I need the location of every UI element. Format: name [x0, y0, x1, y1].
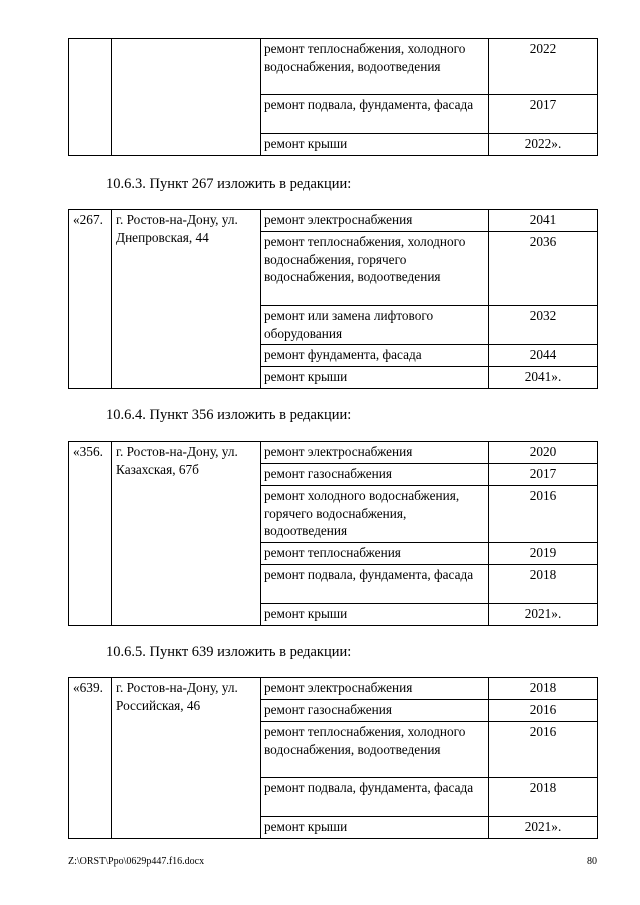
work-cell: ремонт теплоснабжения — [261, 542, 489, 564]
year-cell: 2018 — [489, 778, 598, 817]
year-cell: 2041 — [489, 210, 598, 232]
work-cell: ремонт подвала, фундамента, фасада — [261, 778, 489, 817]
year-cell: 2044 — [489, 345, 598, 367]
work-cell: ремонт газоснабжения — [261, 700, 489, 722]
item-356-table — [68, 441, 598, 626]
work-cell: ремонт или замена лифтового оборудования — [261, 306, 489, 345]
continuation-table — [68, 38, 598, 156]
item-number: «356. — [69, 442, 112, 626]
work-cell: ремонт подвала, фундамента, фасада — [261, 95, 489, 134]
address-cell — [112, 39, 261, 156]
item-number: «639. — [69, 678, 112, 839]
year-cell: 2018 — [489, 678, 598, 700]
work-cell: ремонт крыши — [261, 603, 489, 625]
year-cell: 2016 — [489, 722, 598, 778]
item-267-table — [68, 209, 598, 389]
work-cell: ремонт крыши — [261, 817, 489, 839]
year-cell: 2019 — [489, 542, 598, 564]
year-cell: 2017 — [489, 95, 598, 134]
work-cell: ремонт теплоснабжения, холодного водоснабжения, горячего водоснабжения, водоотведения — [261, 232, 489, 306]
year-cell: 2016 — [489, 486, 598, 543]
footer-file-path: Z:\ORST\Ppo\0629p447.f16.docx — [68, 856, 205, 867]
item-number: «267. — [69, 210, 112, 389]
work-cell: ремонт теплоснабжения, холодного водоснабжения, водоотведения — [261, 39, 489, 95]
page-number: 80 — [587, 856, 597, 867]
year-cell: 2022». — [489, 134, 598, 156]
year-cell: 2021». — [489, 603, 598, 625]
work-cell: ремонт электроснабжения — [261, 678, 489, 700]
section-heading: 10.6.5. Пункт 639 изложить в редакции: — [106, 644, 352, 660]
item-639-table — [68, 677, 598, 839]
work-cell: ремонт крыши — [261, 367, 489, 389]
work-cell: ремонт фундамента, фасада — [261, 345, 489, 367]
work-cell: ремонт холодного водоснабжения, горячего водоснабжения, водоотведения — [261, 486, 489, 543]
work-cell: ремонт подвала, фундамента, фасада — [261, 564, 489, 603]
year-cell: 2021». — [489, 817, 598, 839]
work-cell: ремонт крыши — [261, 134, 489, 156]
year-cell: 2016 — [489, 700, 598, 722]
year-cell: 2017 — [489, 464, 598, 486]
work-cell: ремонт электроснабжения — [261, 210, 489, 232]
section-heading: 10.6.3. Пункт 267 изложить в редакции: — [106, 176, 352, 192]
number-cell — [69, 39, 112, 156]
item-address: г. Ростов-на-Дону, ул. Днепровская, 44 — [112, 210, 261, 389]
year-cell: 2032 — [489, 306, 598, 345]
work-cell: ремонт электроснабжения — [261, 442, 489, 464]
year-cell: 2036 — [489, 232, 598, 306]
year-cell: 2018 — [489, 564, 598, 603]
section-heading: 10.6.4. Пункт 356 изложить в редакции: — [106, 407, 352, 423]
year-cell: 2041». — [489, 367, 598, 389]
work-cell: ремонт теплоснабжения, холодного водоснабжения, водоотведения — [261, 722, 489, 778]
item-address: г. Ростов-на-Дону, ул. Казахская, 67б — [112, 442, 261, 626]
work-cell: ремонт газоснабжения — [261, 464, 489, 486]
item-address: г. Ростов-на-Дону, ул. Российская, 46 — [112, 678, 261, 839]
year-cell: 2020 — [489, 442, 598, 464]
year-cell: 2022 — [489, 39, 598, 95]
